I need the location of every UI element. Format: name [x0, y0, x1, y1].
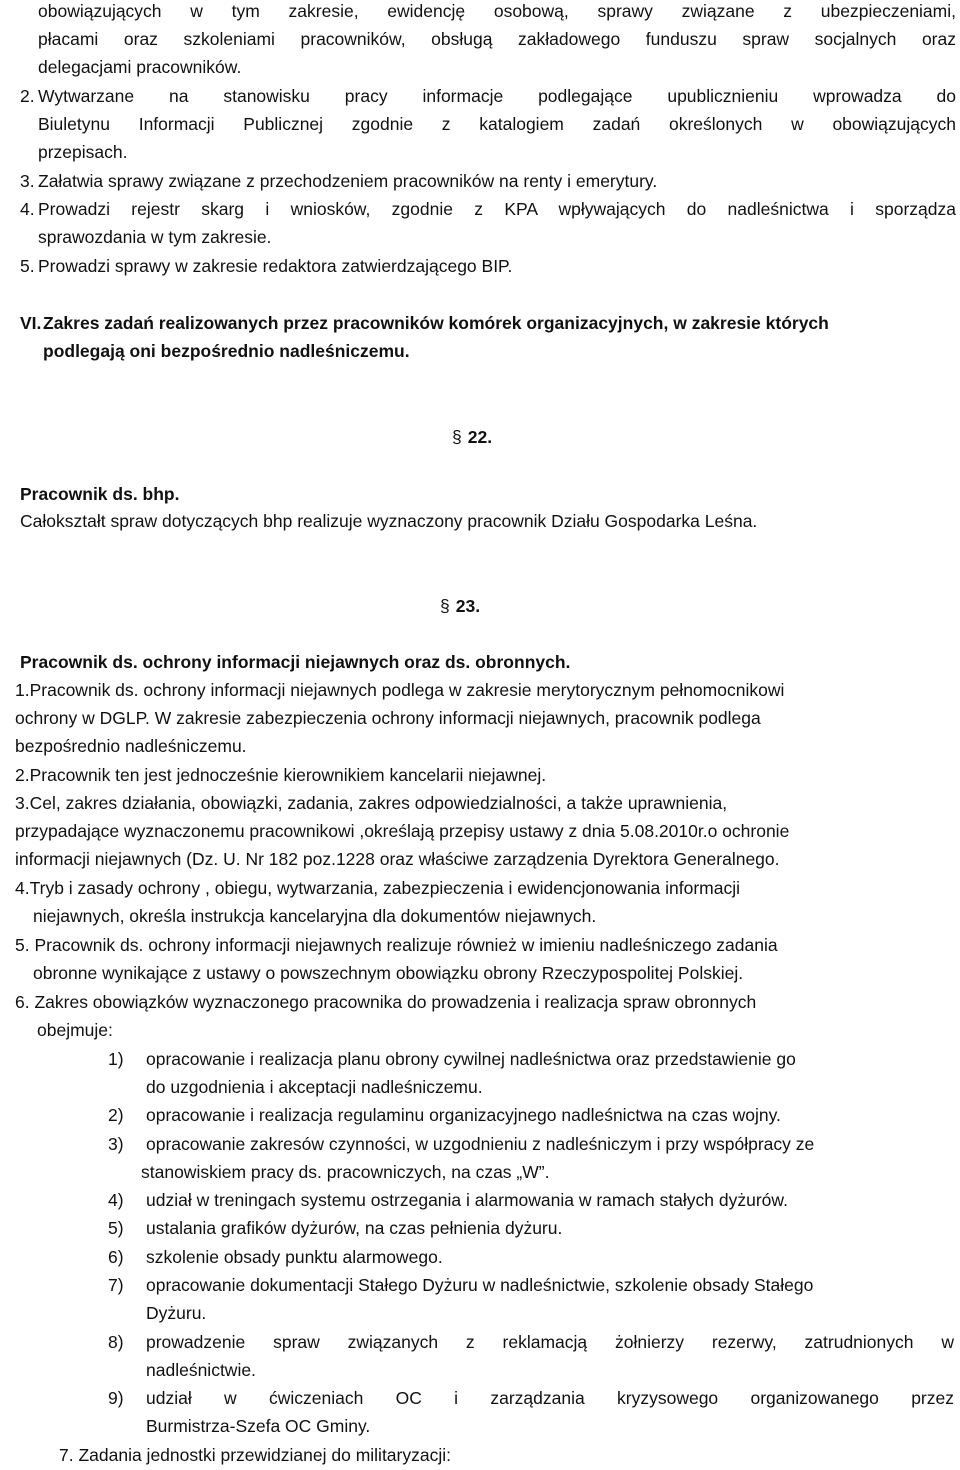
text-line: 6. Zakres obowiązków wyznaczonego pracownika do prowadzenia i realizacja spraw obronnych — [15, 992, 757, 1012]
subitem-number: 5) — [108, 1218, 124, 1238]
text-line: sprawozdania w tym zakresie. — [38, 227, 272, 247]
section-number: VI. — [20, 313, 42, 333]
text-line: Biuletynu Informacji Publicznej zgodnie z katalogiem zadań określonych w obowiązujących — [38, 114, 956, 134]
text-line: Burmistrza-Szefa OC Gminy. — [146, 1416, 371, 1436]
text-line: Całokształt spraw dotyczących bhp realizuje wyznaczony pracownik Działu Gospodarka Leśna. — [20, 511, 758, 531]
text-line: przypadające wyznaczonemu pracownikowi ,określają przepisy ustawy z dnia 5.08.2010r.o ochronie — [15, 821, 790, 841]
list-number: 3. — [20, 171, 35, 191]
text-line: opracowanie dokumentacji Stałego Dyżuru w nadleśnictwie, szkolenie obsady Stałego — [146, 1275, 814, 1295]
paragraph-number: § 22. — [452, 426, 492, 448]
text-line: obejmuje: — [37, 1020, 113, 1040]
text-line: do uzgodnienia i akceptacji nadleśniczemu. — [146, 1077, 483, 1097]
text-line: nadleśnictwie. — [146, 1360, 256, 1380]
text-line: 2.Pracownik ten jest jednocześnie kierownikiem kancelarii niejawnej. — [15, 765, 547, 785]
text-line: bezpośrednio nadleśniczemu. — [15, 736, 247, 756]
subitem-number: 1) — [108, 1049, 124, 1069]
text-line: stanowiskiem pracy ds. pracowniczych, na czas „W”. — [141, 1162, 550, 1182]
text-line: ochrony w DGLP. W zakresie zabezpieczenia ochrony informacji niejawnych, pracownik podlega — [15, 708, 761, 728]
text-line: informacji niejawnych (Dz. U. Nr 182 poz.1228 oraz właściwe zarządzenia Dyrektora Generalnego. — [15, 849, 780, 869]
list-number: 2. — [20, 86, 35, 106]
text-line: opracowanie i realizacja planu obrony cywilnej nadleśnictwa oraz przedstawienie go — [146, 1049, 796, 1069]
paragraph-title: Pracownik ds. bhp. — [20, 484, 180, 504]
text-line: opracowanie i realizacja regulaminu organizacyjnego nadleśnictwa na czas wojny. — [146, 1105, 781, 1125]
text-line: opracowanie zakresów czynności, w uzgodnieniu z nadleśniczym i przy współpracy ze — [146, 1134, 815, 1154]
text-line: 7. Zadania jednostki przewidzianej do militaryzacji: — [59, 1445, 451, 1465]
text-line: Prowadzi rejestr skarg i wniosków, zgodnie z KPA wpływających do nadleśnictwa i sporządza — [38, 199, 956, 219]
list-number: 4. — [20, 199, 35, 219]
text-line: 5. Pracownik ds. ochrony informacji niejawnych realizuje również w imieniu nadleśniczego zadania — [15, 935, 778, 955]
text-line: Prowadzi sprawy w zakresie redaktora zatwierdzającego BIP. — [38, 256, 513, 276]
text-line: Załatwia sprawy związane z przechodzeniem pracowników na renty i emerytury. — [38, 171, 658, 191]
text-line: przepisach. — [38, 142, 128, 162]
text-line: prowadzenie spraw związanych z reklamacją żołnierzy rezerwy, zatrudnionych w — [146, 1332, 954, 1352]
section-heading: podlegają oni bezpośrednio nadleśniczemu. — [43, 341, 410, 361]
section-heading: Zakres zadań realizowanych przez pracowników komórek organizacyjnych, w zakresie których — [43, 313, 829, 333]
subitem-number: 6) — [108, 1247, 124, 1267]
paragraph-number: § 23. — [440, 595, 480, 617]
text-line: obronne wynikające z ustawy o powszechnym obowiązku obrony Rzeczypospolitej Polskiej. — [33, 963, 744, 983]
text-line: udział w ćwiczeniach OC i zarządzania kryzysowego organizowanego przez — [146, 1388, 954, 1408]
text-line: niejawnych, określa instrukcja kancelaryjna dla dokumentów niejawnych. — [33, 906, 597, 926]
paragraph-title: Pracownik ds. ochrony informacji niejawnych oraz ds. obronnych. — [20, 652, 571, 672]
text-line: 4.Tryb i zasady ochrony , obiegu, wytwarzania, zabezpieczenia i ewidencjonowania informacji — [15, 878, 741, 898]
text-line: szkolenie obsady punktu alarmowego. — [146, 1247, 443, 1267]
subitem-number: 3) — [108, 1134, 124, 1154]
subitem-number: 2) — [108, 1105, 124, 1125]
list-number: 5. — [20, 256, 35, 276]
subitem-number: 4) — [108, 1190, 124, 1210]
text-line: delegacjami pracowników. — [38, 57, 242, 77]
text-line: Wytwarzane na stanowisku pracy informacje podlegające upublicznieniu wprowadza do — [38, 86, 956, 106]
text-line: 3.Cel, zakres działania, obowiązki, zadania, zakres odpowiedzialności, a także uprawnienia, — [15, 793, 728, 813]
subitem-number: 7) — [108, 1275, 124, 1295]
text-line: płacami oraz szkoleniami pracowników, obsługą zakładowego funduszu spraw socjalnych oraz — [38, 29, 956, 49]
text-line: 1.Pracownik ds. ochrony informacji niejawnych podlega w zakresie merytorycznym pełnomocnikowi — [15, 680, 785, 700]
text-line: ustalania grafików dyżurów, na czas pełnienia dyżuru. — [146, 1218, 563, 1238]
subitem-number: 8) — [108, 1332, 124, 1352]
text-line: udział w treningach systemu ostrzegania i alarmowania w ramach stałych dyżurów. — [146, 1190, 788, 1210]
text-line: obowiązujących w tym zakresie, ewidencję osobową, sprawy związane z ubezpieczeniami, — [38, 1, 956, 21]
text-line: Dyżuru. — [146, 1303, 207, 1323]
subitem-number: 9) — [108, 1388, 124, 1408]
